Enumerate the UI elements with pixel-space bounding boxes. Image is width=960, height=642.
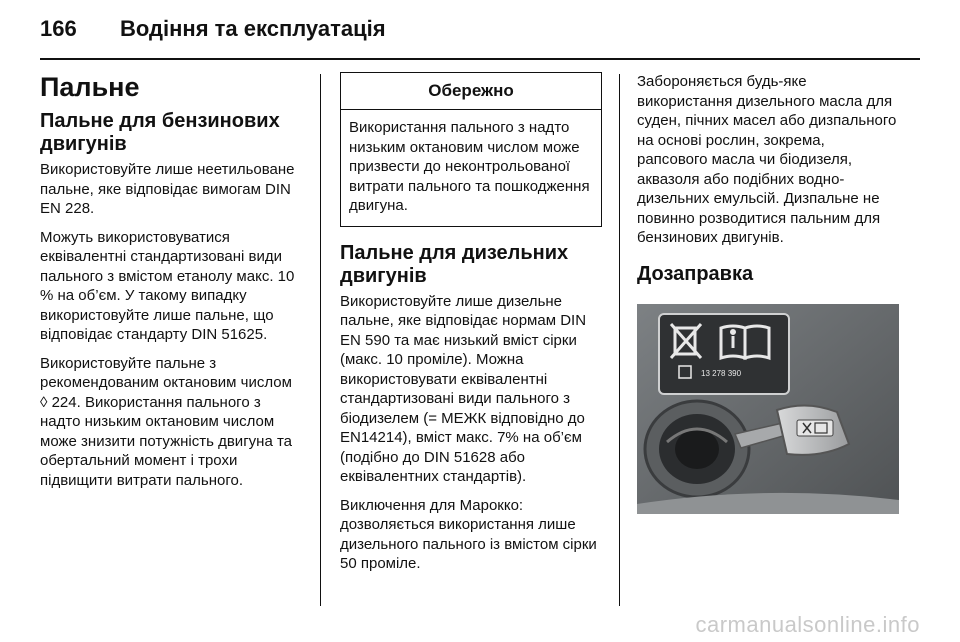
column-divider [619,74,620,606]
paragraph: Забороняється будь-яке використання дизельного масла для суден, пічних масел або дизпального на основі рослин, зокрема, рапсового масла чи біодизеля, аквазоля або подібних водно-дизельних емульсій. Дизпальне не повинно розводитися пальним для бензинових двигунів. [637,73,897,246]
paragraph: Використовуйте пальне з рекомендованим октановим числом ◊ 224. Використання пального з надто низьким октановим числом може знизити потужність двигуна та обертальний момент і трохи підвищити витрати пального. [40,354,292,489]
refuel-title: Дозаправка [637,262,754,285]
column-3 [637,72,899,514]
fuel-label-plate [659,314,789,394]
figure-code: 13 278 390 [701,368,742,378]
chapter-title: Водіння та експлуатація [120,16,386,41]
paragraph: Використовуйте лише нeетильоване пальне, яке відповідає вимогам DIN EN 228. [40,161,295,217]
paragraph: Можуть використовуватися еквівалентні стандартизовані види пального з вмістом етанолу макс. 10 % на об’єм. У такому випадку використовуйте лише пальне, що відповідає стандарту DIN 51625. [40,228,295,343]
header-rule [40,58,920,60]
watermark: carmanualsonline.info [695,612,920,637]
no-fuel-icon [671,324,701,358]
section-title: Пальне [40,72,140,102]
column-1 [40,72,302,499]
fuel-flap-illustration [637,304,899,514]
paragraph: Використовуйте лише дизельне пальне, яке відповідає нормам DIN EN 590 та має низький вміст сірки (макс. 10 проміле). Можна використовувати еквівалентні стандартизовані види пального з біодизелем (= МЕЖК відповідно до EN14214), вміст макс. 7% на об’єм (подібно до DIN 51628 або еквівалентних стандартів). [340,292,587,485]
caution-box [340,72,602,227]
subsection-title-diesel: Пальне для дизельних двигунів [340,241,569,287]
filler-neck [645,401,749,497]
caution-title: Обережно [341,73,601,110]
caution-text: Використання пального з надто низьким октановим числом може призвести до неконтрольованої витрати пального та пошкодження двигуна. [349,119,590,214]
paragraph: Виключення для Марокко: дозволяється використання лише дизельного пального із вмістом сірки 50 проміле. [340,496,597,572]
page-number: 166 [40,16,77,41]
fuel-filler-flap-figure [637,304,899,514]
subsection-title-petrol: Пальне для бензинових двигунів [40,110,280,155]
column-2 [340,72,602,583]
column-divider [320,74,321,606]
